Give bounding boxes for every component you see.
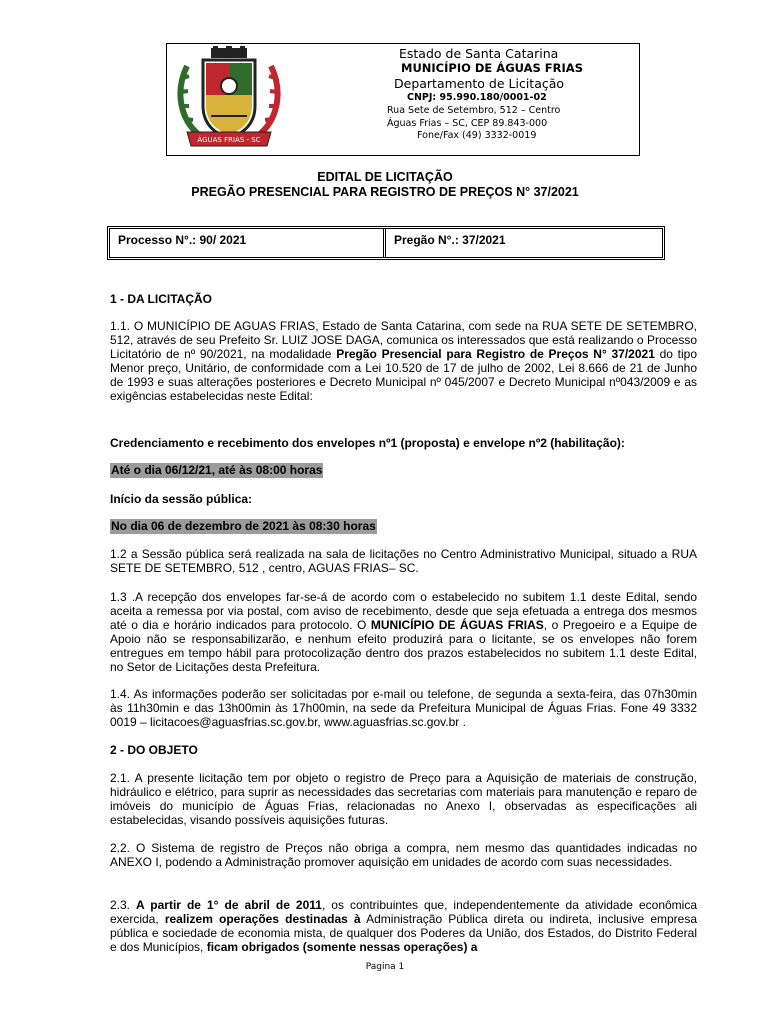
paragraph-1-3-text: 1.3 .A recepção dos envelopes far-se-á de acordo com o estabelecido no subitem 1.1 deste Edital, sendo aceita a remessa por via postal, com aviso de recebimento, desde que seja efetuada a entrega dos mesmos até o dia e horário indicados para protocolo. O xyxy=(110,590,697,632)
address-line-2: Águas Frias – SC, CEP 89.843-000 xyxy=(387,117,548,129)
paragraph-1-3-municipality: MUNICÍPIO DE ÁGUAS FRIAS xyxy=(370,618,544,632)
paragraph-2-3-obligation: ficam obrigados (somente nessas operações) a xyxy=(206,940,478,954)
pregao-title: PREGÃO PRESENCIAL PARA REGISTRO DE PREÇOS N° 37/2021 xyxy=(191,185,579,199)
pregao-number: Pregão N°.: 37/2021 xyxy=(394,233,506,247)
letterhead xyxy=(166,43,640,156)
municipal-crest-icon xyxy=(173,46,285,152)
session-date: No dia 06 de dezembro de 2021 às 08:30 horas xyxy=(111,519,376,533)
paragraph-1-1-text-end: do tipo Menor preço, Unitário, de conformidade com a Lei 10.520 de 17 de julho de 2002, Lei 8.666 de 21 de Junho de 1993 e suas alterações posteriores e Decreto Municipal nº 045/2007 e Decreto Municipal nº043/2009 e as exigências estabelecidas neste Edital: xyxy=(110,347,698,403)
letterhead-text xyxy=(377,46,639,143)
paragraph-2-3-text: , os contribuintes que, independentemente da atividade econômica exercida, xyxy=(110,898,698,926)
cnpj: CNPJ: 95.990.180/0001-02 xyxy=(407,92,547,103)
paragraph-1-1 xyxy=(110,319,697,403)
section-1-heading: 1 - DA LICITAÇÃO xyxy=(110,292,212,306)
state-name: Estado de Santa Catarina xyxy=(399,46,559,61)
paragraph-2-3 xyxy=(110,898,697,954)
credenciamento-heading: Credenciamento e recebimento dos envelopes nº1 (proposta) e envelope nº2 (habilitação): xyxy=(110,436,625,450)
paragraph-2-3-operations: realizem operações destinadas à xyxy=(164,912,361,926)
session-date-row xyxy=(110,519,697,534)
paragraph-1-3 xyxy=(110,590,697,674)
paragraph-2-3-text-mid: Administração Pública direta ou indireta, inclusive empresa pública e sociedade de economia mista, de qualquer dos Poderes da União, dos Estados, do Distrito Federal e dos Municípios, xyxy=(110,912,698,954)
edital-title: EDITAL DE LICITAÇÃO xyxy=(317,170,453,184)
process-box xyxy=(107,226,665,260)
paragraph-1-1-text: 1.1. O MUNICÍPIO DE AGUAS FRIAS, Estado de Santa Catarina, com sede na RUA SETE DE SETEMBRO, 512, através de seu Prefeito Sr. LUIZ JOSE DAGA, comunica os interessados que está realizando o Processo Licitatório de nº 90/2021, na modalidade xyxy=(110,319,697,361)
paragraph-2-3-date: A partir de 1° de abril de 2011 xyxy=(136,898,322,912)
address-line-1: Rua Sete de Setembro, 512 – Centro xyxy=(387,105,561,116)
processo-number: Processo N°.: 90/ 2021 xyxy=(110,229,386,257)
paragraph-1-4: 1.4. As informações poderão ser solicitadas por e-mail ou telefone, de segunda a sexta-feira, das 07h30min às 11h30min e das 13h00min às 17h00min, na sede da Prefeitura Municipal de Águas Frias. Fone 49 3332 0019 – licitacoes@aguasfrias.sc.gov.br, www.aguasfrias.sc.gov.br . xyxy=(110,687,697,729)
paragraph-2-3-number: 2.3. xyxy=(110,898,137,912)
credenciamento-date: Até o dia 06/12/21, até às 08:00 horas xyxy=(111,463,323,477)
paragraph-2-2: 2.2. O Sistema de registro de Preços não obriga a compra, nem mesmo das quantidades indicadas no ANEXO I, podendo a Administração promover aquisição em unidades de acordo com suas necessidades. xyxy=(110,841,697,869)
page-number: Pagina 1 xyxy=(365,962,405,972)
section-2-heading: 2 - DO OBJETO xyxy=(110,743,198,757)
paragraph-1-3-text-end: , o Pregoeiro e a Equipe de Apoio não se responsabilizarão, e nenhum efeito produzirá para o licitante, se os envelopes não forem entregues em tempo hábil para protocolização dentro dos prazos estabelecidos no subitem 1.1 deste Edital, no Setor de Licitações desta Prefeitura. xyxy=(110,618,698,674)
paragraph-1-2: 1.2 a Sessão pública será realizada na sala de licitações no Centro Administrativo Municipal, situado a RUA SETE DE SETEMBRO, 512 , centro, AGUAS FRIAS– SC. xyxy=(110,547,697,575)
credenciamento-date-row xyxy=(110,463,697,478)
department-name: Departamento de Licitação xyxy=(394,76,565,91)
paragraph-1-1-modality: Pregão Presencial para Registro de Preços N° 37/2021 xyxy=(336,347,655,361)
phone-fax: Fone/Fax (49) 3332-0019 xyxy=(417,130,537,141)
municipality-name: MUNICÍPIO DE ÁGUAS FRIAS xyxy=(401,61,583,75)
crest-motto: ÁGUAS FRIAS - SC xyxy=(197,136,261,144)
session-heading: Início da sessão pública: xyxy=(110,492,253,506)
paragraph-2-1: 2.1. A presente licitação tem por objeto o registro de Preço para a Aquisição de materiais de construção, hidráulico e elétrico, para suprir as necessidades das secretarias com materiais para manutenção e reparo de imóveis do município de Águas Frias, relacionadas no Anexo I, observadas as especificações ali estabelecidas, visando possíveis aquisições futuras. xyxy=(110,771,697,827)
